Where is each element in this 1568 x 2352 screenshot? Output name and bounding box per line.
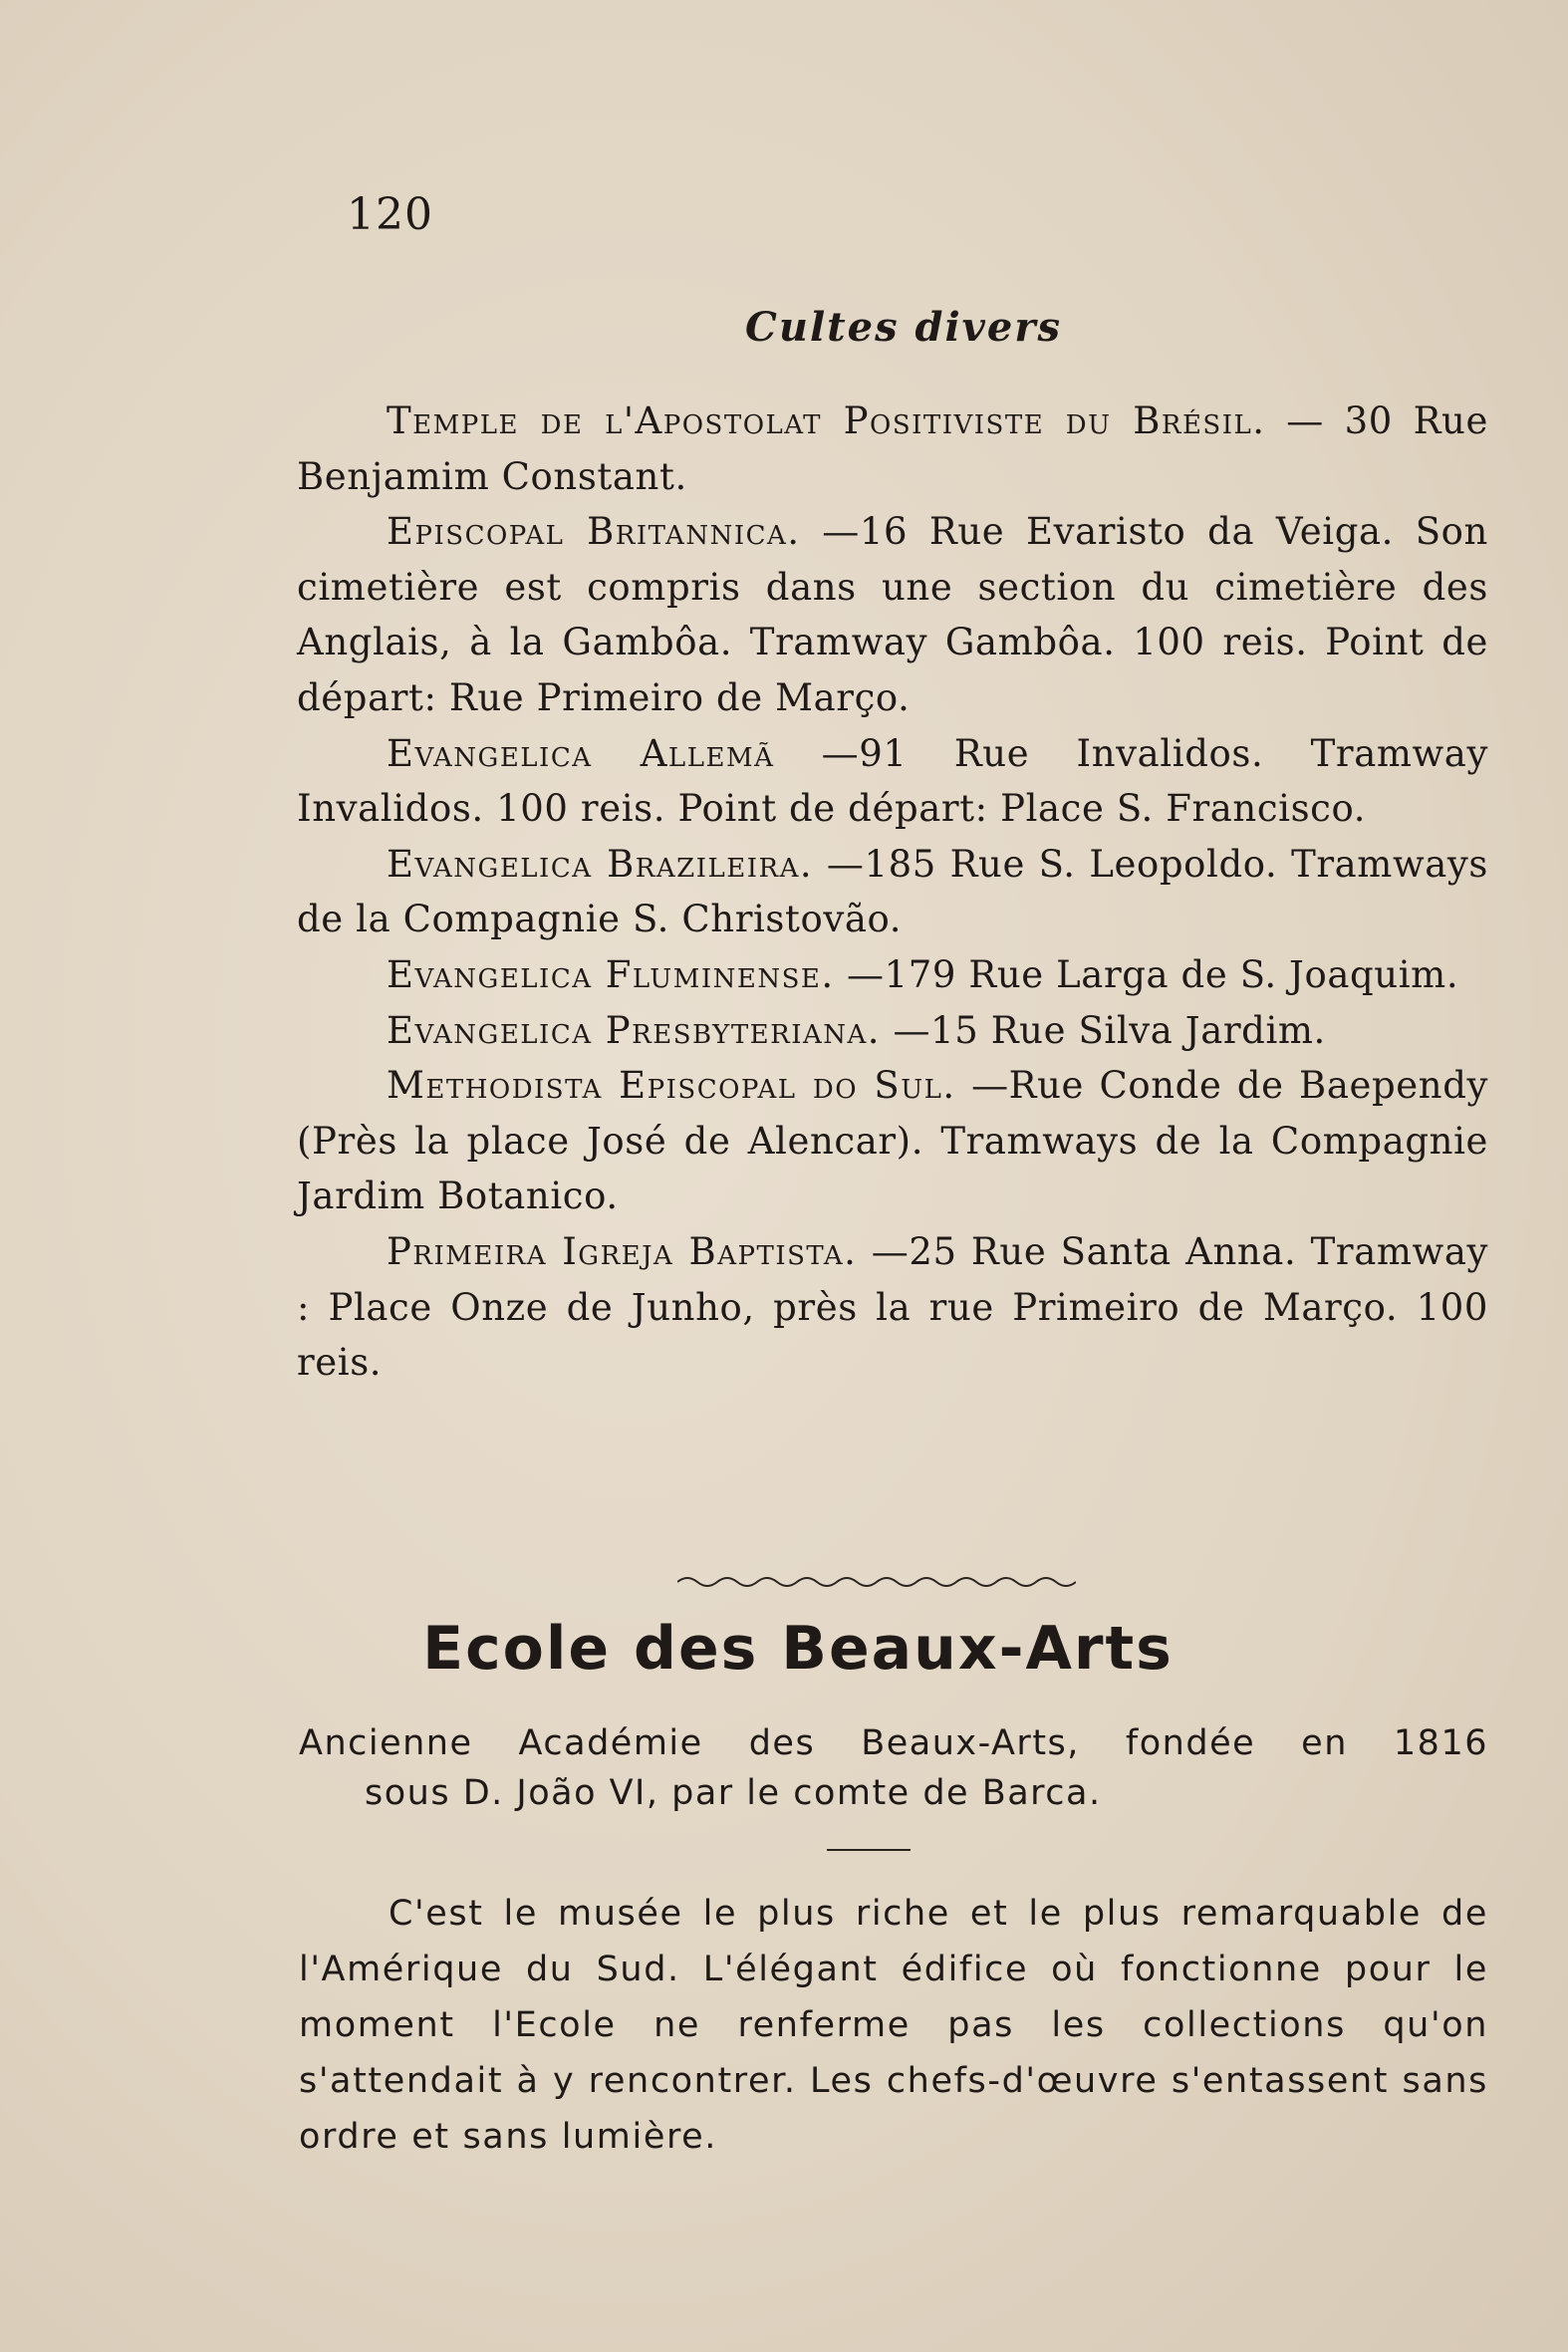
listing-entry [297, 1003, 1488, 1059]
listing-name: Evangelica Brazileira. [387, 842, 814, 886]
listing-name: Evangelica Allemã [387, 731, 775, 775]
listing-name: Methodista Episcopal do Sul. [387, 1064, 956, 1108]
main-heading: Ecole des Beaux-Arts [422, 1614, 1174, 1684]
listing-entry [297, 1058, 1488, 1224]
listing-details: —Rue Conde de Baependy (Près la place José de Alencar). Tramways de la Compagnie Jardim Botanico. [297, 1064, 1488, 1218]
heading-subtitle [299, 1718, 1488, 1818]
listing-name: Primeira Igreja Baptista. [387, 1229, 858, 1273]
section-title: Cultes divers [745, 304, 1062, 351]
listing-name: Evangelica Presbyteriana. [387, 1008, 882, 1052]
listing-details: —91 Rue Invalidos. Tramway Invalidos. 100 reis. Point de départ: Place S. Francisco. [297, 731, 1488, 831]
listing-details: —179 Rue Larga de S. Joaquim. [847, 952, 1459, 996]
worship-listings [297, 393, 1488, 1391]
page-number: 120 [347, 189, 433, 240]
description-paragraph: C'est le musée le plus riche et le plus remarquable de l'Amérique du Sud. L'élégant édifice où fonctionne pour le moment l'Ecole ne renferme pas les collections qu'on s'attendait à y rencontrer. Les chefs-d'œuvre s'entassent sans ordre et sans lumière. [299, 1894, 1488, 2157]
listing-details: — 30 Rue Benjamim Constant. [297, 399, 1488, 498]
subtitle-line-1: Ancienne Académie des Beaux-Arts, fondée en 1816 [299, 1723, 1488, 1763]
wavy-divider-ornament [677, 1570, 1076, 1594]
listing-entry [297, 947, 1488, 1003]
subtitle-line-2: sous D. João VI, par le comte de Barca. [365, 1773, 1102, 1813]
listing-name: Temple de l'Apostolat Positiviste du Brésil. [387, 399, 1266, 442]
listing-details: —185 Rue S. Leopoldo. Tramways de la Compagnie S. Christovão. [297, 842, 1488, 941]
listing-details: —25 Rue Santa Anna. Tramway : Place Onze de Junho, près la rue Primeiro de Março. 100 reis. [297, 1229, 1488, 1385]
listing-entry [297, 837, 1488, 947]
listing-entry [297, 1224, 1488, 1391]
listing-entry [297, 726, 1488, 837]
listing-details: —15 Rue Silva Jardim. [893, 1008, 1326, 1052]
listing-details: —16 Rue Evaristo da Veiga. Son cimetière est compris dans une section du cimetière des Anglais, à la Gambôa. Tramway Gambôa. 100 reis. Point de départ: Rue Primeiro de Março. [297, 510, 1488, 719]
listing-entry [297, 393, 1488, 504]
listing-name: Episcopal Britannica. [387, 510, 801, 554]
listing-entry [297, 504, 1488, 725]
short-divider-rule [827, 1849, 911, 1851]
listing-name: Evangelica Fluminense. [387, 952, 835, 996]
